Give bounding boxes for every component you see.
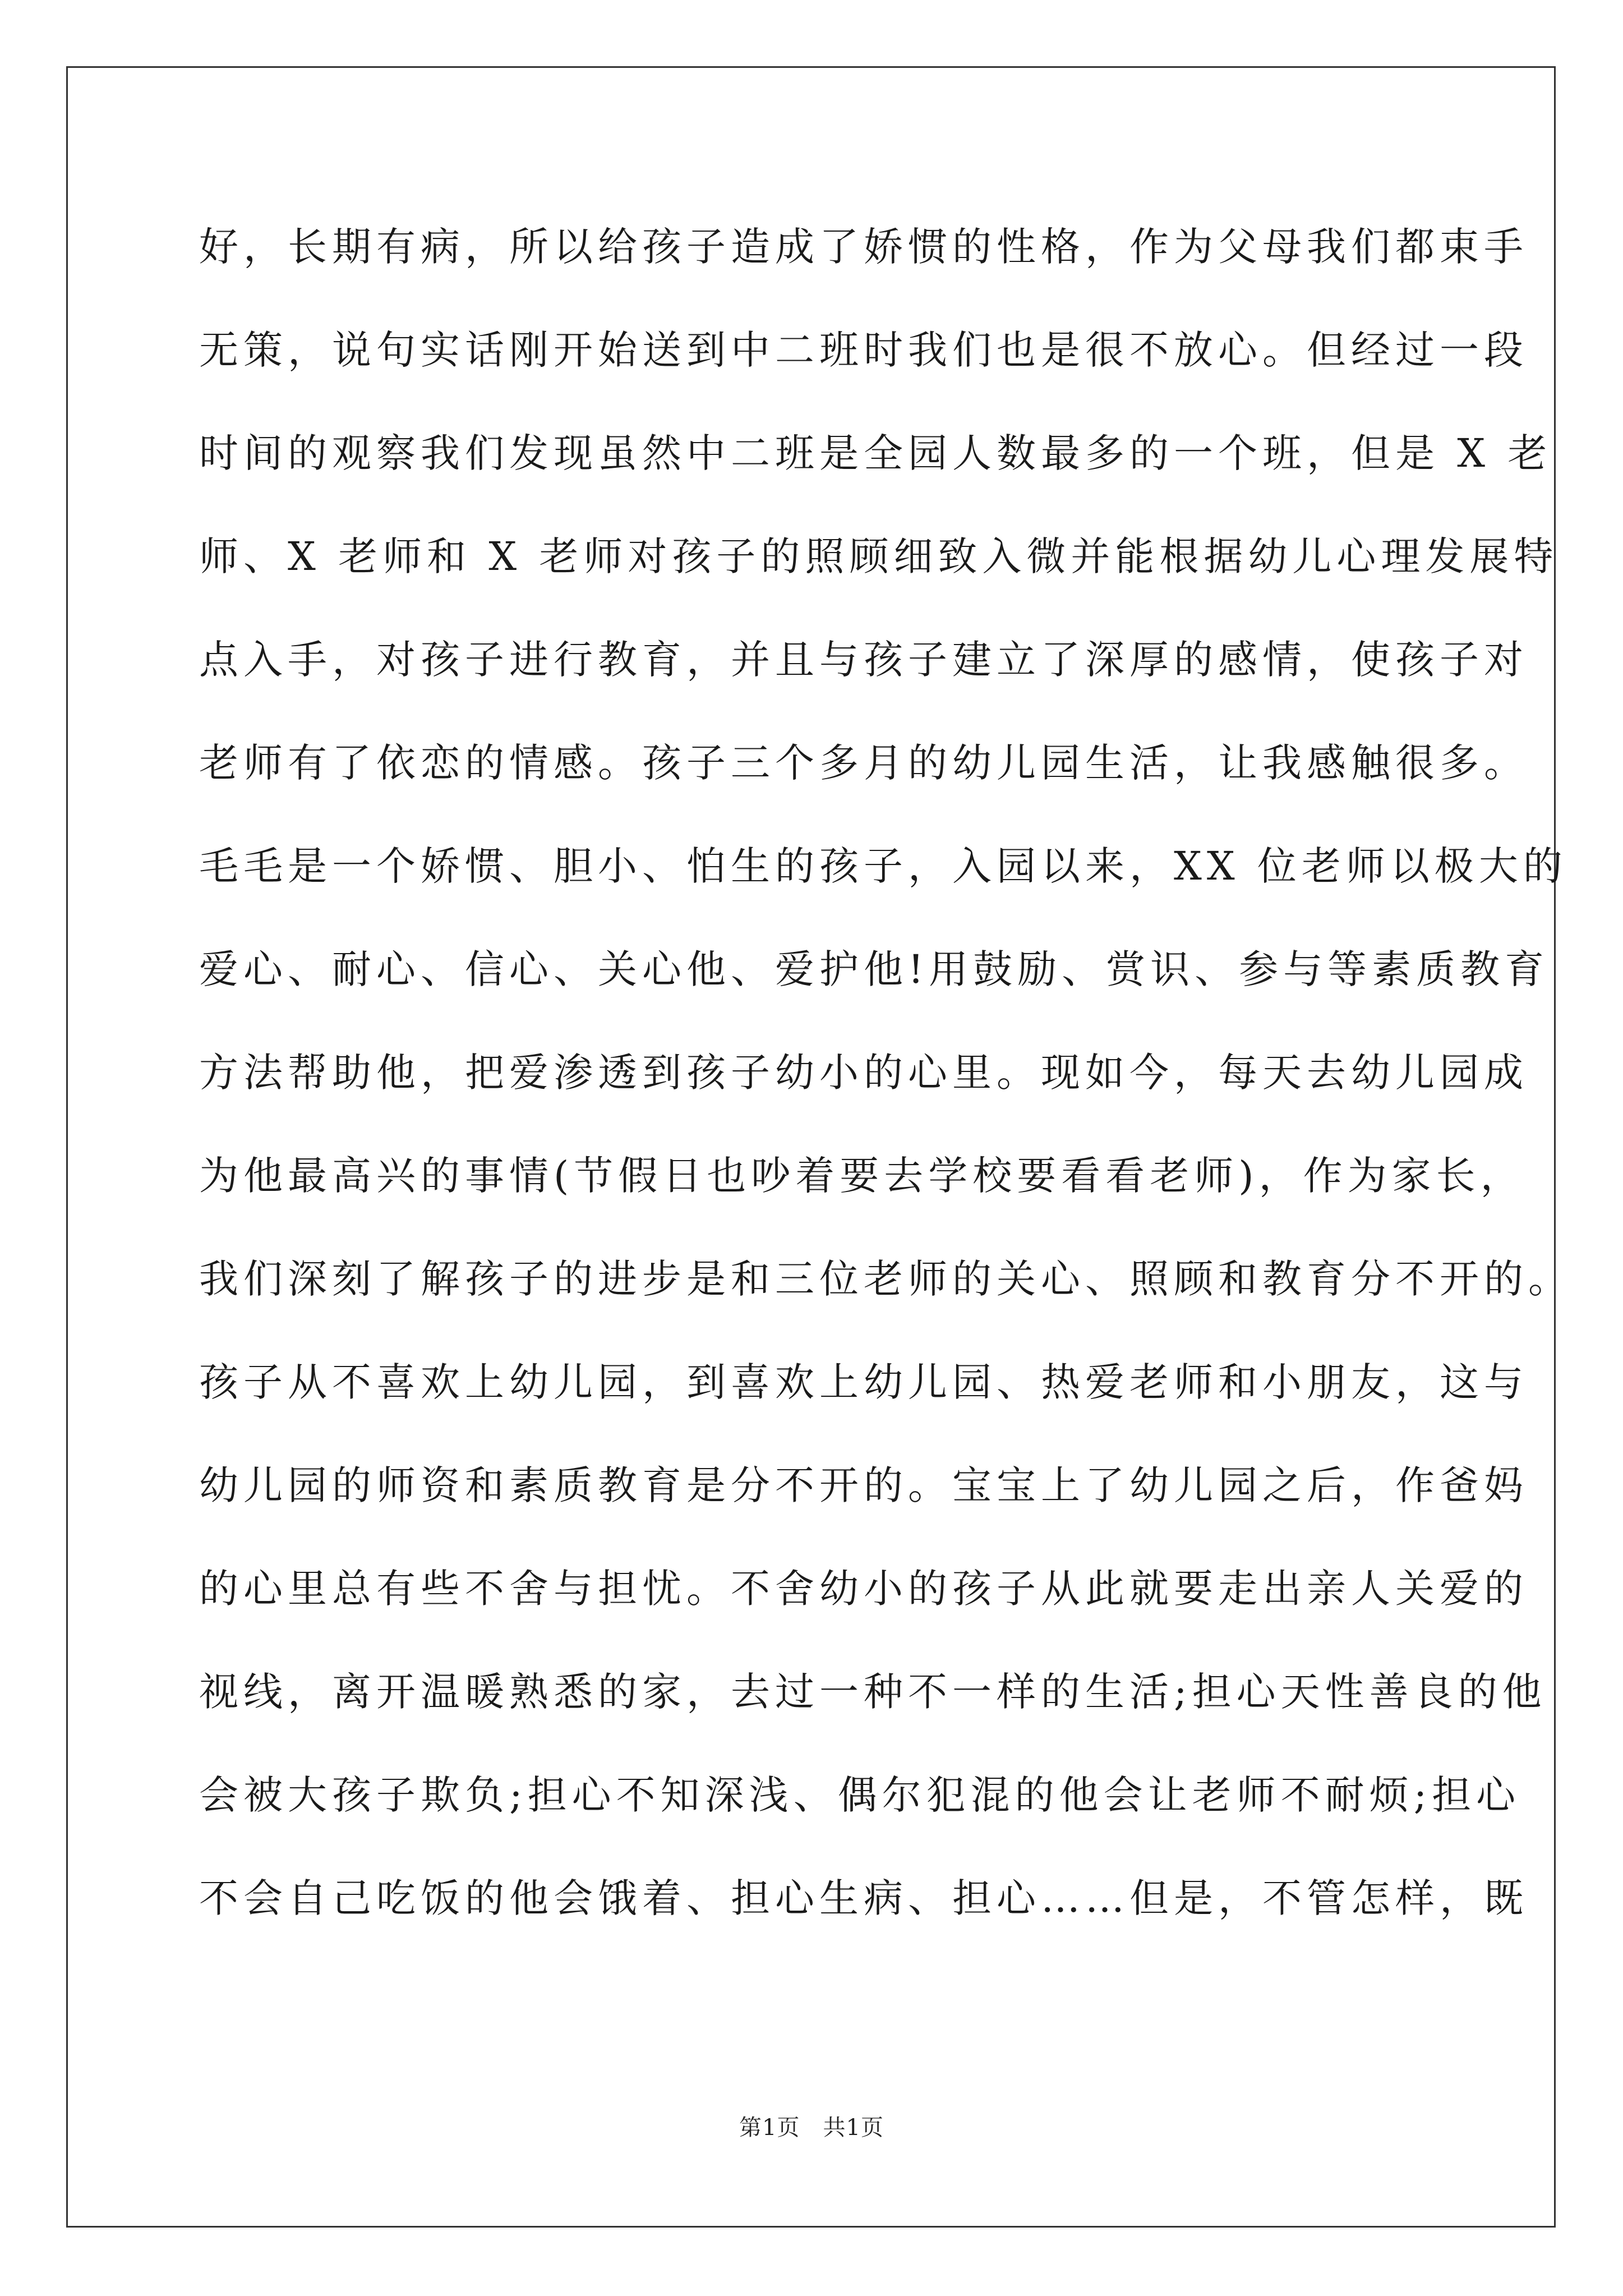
- text-line-17: 不会自己吃饭的他会饿着、担心生病、担心……但是，不管怎样，既: [199, 1875, 1528, 1921]
- text-line-16: 会被大孩子欺负;担心不知深浅、偶尔犯混的他会让老师不耐烦;担心: [199, 1772, 1521, 1818]
- text-line-2: 无策，说句实话刚开始送到中二班时我们也是很不放心。但经过一段: [199, 327, 1528, 373]
- text-line-15: 视线，离开温暖熟悉的家，去过一种不一样的生活;担心天性善良的他: [199, 1669, 1547, 1715]
- text-line-6: 老师有了依恋的情感。孩子三个多月的幼儿园生活，让我感触很多。: [199, 740, 1528, 786]
- text-line-7: 毛毛是一个娇惯、胆小、怕生的孩子，入园以来，XX 位老师以极大的: [199, 843, 1567, 889]
- text-line-8: 爱心、耐心、信心、关心他、爱护他!用鼓励、赏识、参与等素质教育: [199, 946, 1550, 992]
- page-footer: 第1页 共1页: [739, 2115, 884, 2141]
- text-line-9: 方法帮助他，把爱渗透到孩子幼小的心里。现如今，每天去幼儿园成: [199, 1050, 1528, 1096]
- text-line-14: 的心里总有些不舍与担忧。不舍幼小的孩子从此就要走出亲人关爱的: [199, 1566, 1528, 1612]
- text-line-11: 我们深刻了解孩子的进步是和三位老师的关心、照顾和教育分不开的。: [199, 1256, 1573, 1302]
- text-line-10: 为他最高兴的事情(节假日也吵着要去学校要看看老师)，作为家长，: [199, 1153, 1525, 1199]
- text-line-12: 孩子从不喜欢上幼儿园，到喜欢上幼儿园、热爱老师和小朋友，这与: [199, 1359, 1528, 1405]
- text-line-13: 幼儿园的师资和素质教育是分不开的。宝宝上了幼儿园之后，作爸妈: [199, 1462, 1528, 1508]
- text-line-1: 好，长期有病，所以给孩子造成了娇惯的性格，作为父母我们都束手: [199, 224, 1528, 270]
- text-line-3: 时间的观察我们发现虽然中二班是全园人数最多的一个班，但是 X 老: [199, 430, 1552, 476]
- text-line-5: 点入手，对孩子进行教育，并且与孩子建立了深厚的感情，使孩子对: [199, 637, 1528, 683]
- text-line-4: 师、X 老师和 X 老师对孩子的照顾细致入微并能根据幼儿心理发展特: [199, 533, 1559, 579]
- document-body: [199, 220, 1573, 1975]
